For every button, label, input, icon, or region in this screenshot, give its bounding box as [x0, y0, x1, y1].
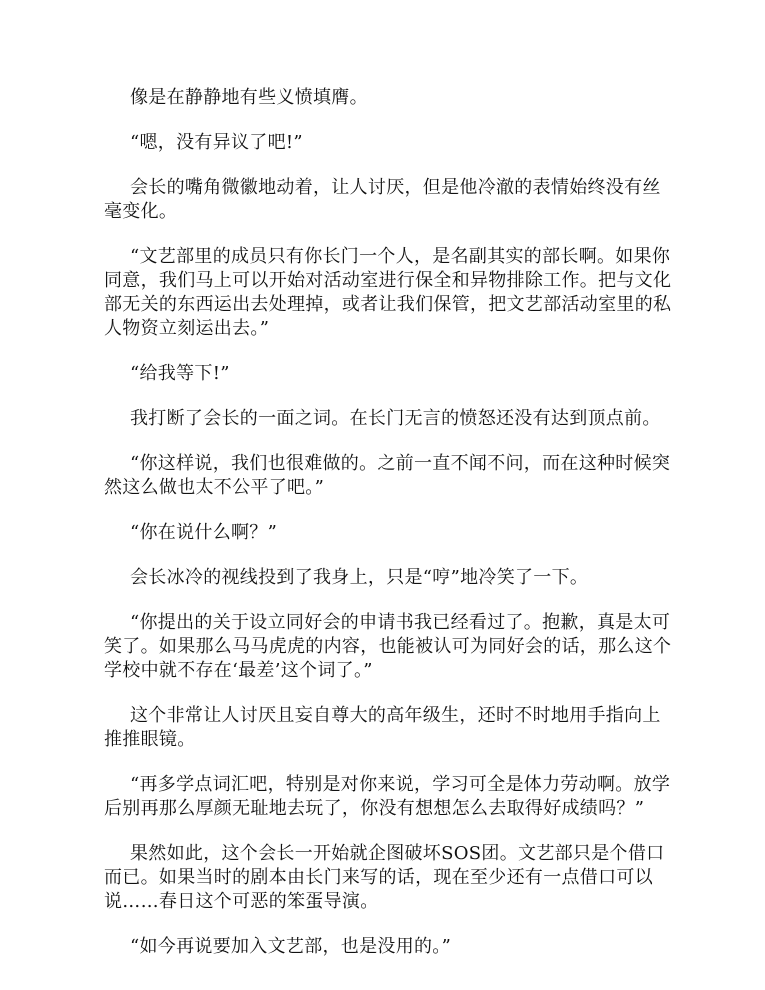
paragraph: 这个非常让人讨厌且妄自尊大的高年级生，还时不时地用手指向上推推眼镜。 — [104, 705, 661, 750]
paragraph: 我打断了会长的一面之词。在长门无言的愤怒还没有达到顶点前。 — [130, 408, 661, 429]
paragraph: “你这样说，我们也很难做的。之前一直不闻不问，而在这种时候突然这么做也太不公平了吧。” — [104, 453, 671, 498]
paragraph: “嗯，没有异议了吧!” — [130, 132, 303, 153]
paragraph: 果然如此，这个会长一开始就企图破坏SOS团。文艺部只是个借口而已。如果当时的剧本由长门来写的话，现在至少还有一点借口可以说……春日这个可恶的笨蛋导演。 — [104, 843, 665, 912]
paragraph: “你在说什么啊？” — [130, 522, 278, 543]
paragraph: “你提出的关于设立同好会的申请书我已经看过了。抱歉，真是太可笑了。如果那么马马虎虎的内容，也能被认可为同好会的话，那么这个学校中就不存在‘最差’这个词了。” — [104, 612, 672, 681]
paragraph: “再多学点词汇吧，特别是对你来说，学习可全是体力劳动啊。放学后别再那么厚颜无耻地去玩了，你没有想想怎么去取得好成绩吗？” — [104, 774, 671, 819]
paragraph: 会长冰冷的视线投到了我身上，只是“哼”地冷笑了一下。 — [130, 567, 589, 588]
paragraph: “如今再说要加入文艺部，也是没用的。” — [130, 936, 452, 957]
paragraph: “给我等下!” — [130, 363, 230, 384]
paragraph: 会长的嘴角微徽地动着，让人讨厌，但是他冷澈的表情始终没有丝毫变化。 — [104, 177, 661, 222]
paragraph: 像是在静静地有些义愤填膺。 — [130, 87, 368, 108]
paragraph: “文艺部里的成员只有你长门一个人，是名副其实的部长啊。如果你同意，我们马上可以开始对活动室进行保全和异物排除工作。把与文化部无关的东西运出去处理掉，或者让我们保管，把文艺部活动室里的私人物资立刻运出去。” — [104, 246, 672, 339]
